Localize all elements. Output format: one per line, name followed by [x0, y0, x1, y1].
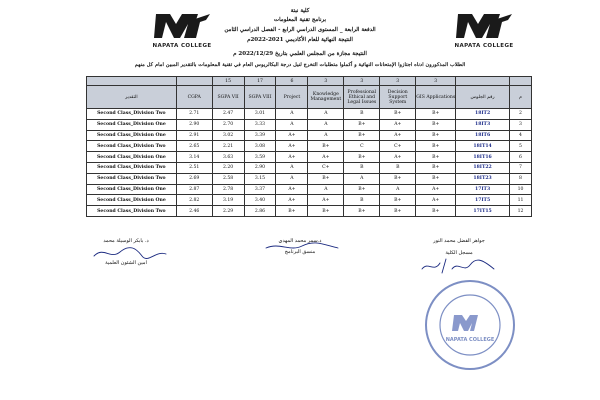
table-row: [87, 152, 532, 163]
serial-number: 11: [510, 195, 532, 206]
sgpa7-cell: 2.21: [212, 141, 244, 152]
seat-number: 17IT15: [456, 206, 510, 217]
sgpa8-cell: 2.86: [244, 206, 276, 217]
credit-cell: 6: [276, 77, 308, 86]
dss-grade: A+: [380, 119, 416, 130]
logo-caption: NAPATA COLLEGE: [152, 43, 212, 49]
signature-center-scribble: [262, 242, 342, 252]
credit-cell: [176, 77, 212, 86]
division-cell: Second Class_Division One: [87, 130, 177, 141]
cgpa-cell: 2.87: [176, 184, 212, 195]
header-serial: م: [510, 86, 532, 109]
sgpa8-cell: 3.01: [244, 109, 276, 120]
graduation-notice: الطلاب المذكورون ادناه اجتازوا الإمتحانات النهائية و أكملوا متطلبات التخرج لنيل درجة البكالريوس العام في تقنية المعلومات بالتقدير المبين امام كل منهم: [134, 62, 466, 68]
table-row: [87, 184, 532, 195]
handwritten-date: [418, 255, 498, 277]
km-grade: A: [308, 119, 344, 130]
gis-grade: B+: [416, 162, 456, 173]
project-grade: A: [276, 119, 308, 130]
division-cell: Second Class_Division One: [87, 152, 177, 163]
ethics-grade: B+: [344, 119, 380, 130]
division-cell: Second Class_Division One: [87, 119, 177, 130]
sgpa8-cell: 3.40: [244, 195, 276, 206]
signatory-center-title: منسق البرنامج: [284, 249, 316, 255]
cgpa-cell: 3.14: [176, 152, 212, 163]
division-cell: Second Class_Division Two: [87, 141, 177, 152]
dss-grade: C+: [380, 141, 416, 152]
header-knowledge-management: Knowledge Management: [308, 86, 344, 109]
dss-grade: B: [380, 162, 416, 173]
sgpa7-cell: 2.47: [212, 109, 244, 120]
ethics-grade: C: [344, 141, 380, 152]
gis-grade: B+: [416, 152, 456, 163]
credit-cell: 3: [308, 77, 344, 86]
dss-grade: B+: [380, 206, 416, 217]
sgpa7-cell: 2.70: [212, 119, 244, 130]
cgpa-cell: 2.65: [176, 141, 212, 152]
signatory-left-title: امين الشئون العلمية: [105, 260, 147, 266]
cgpa-cell: 2.69: [176, 173, 212, 184]
seat-number: 17IT3: [456, 184, 510, 195]
division-cell: Second Class_Division Two: [87, 109, 177, 120]
gis-grade: A+: [416, 184, 456, 195]
serial-number: 5: [510, 141, 532, 152]
approval-line: النتيجة مجازة من المجلس العلمي بتاريخ 2022/12/29 م: [233, 51, 367, 57]
cgpa-cell: 2.71: [176, 109, 212, 120]
seat-number: 18IT14: [456, 141, 510, 152]
header-sgpa7: SGPA VII: [212, 86, 244, 109]
project-grade: A+: [276, 141, 308, 152]
dss-grade: B+: [380, 109, 416, 120]
km-grade: A: [308, 109, 344, 120]
km-grade: B+: [308, 206, 344, 217]
project-grade: A: [276, 109, 308, 120]
credit-cell: [456, 77, 510, 86]
cgpa-cell: 2.51: [176, 162, 212, 173]
seat-number: 18IT2: [456, 109, 510, 120]
serial-number: 10: [510, 184, 532, 195]
project-grade: A+: [276, 184, 308, 195]
table-row: [87, 109, 532, 120]
project-grade: A+: [276, 195, 308, 206]
table-row: [87, 119, 532, 130]
gis-grade: A+: [416, 195, 456, 206]
gis-grade: B+: [416, 130, 456, 141]
table-row: [87, 162, 532, 173]
project-grade: A+: [276, 152, 308, 163]
credit-cell: [87, 77, 177, 86]
project-grade: A+: [276, 130, 308, 141]
seat-number: 18IT22: [456, 162, 510, 173]
serial-number: 7: [510, 162, 532, 173]
km-grade: A+: [308, 152, 344, 163]
division-cell: Second Class_Division Two: [87, 173, 177, 184]
sgpa7-cell: 2.29: [212, 206, 244, 217]
credit-cell: 3: [344, 77, 380, 86]
sgpa7-cell: 2.78: [212, 184, 244, 195]
gis-grade: B+: [416, 206, 456, 217]
credit-cell: [510, 77, 532, 86]
college-stamp: [420, 275, 520, 375]
ethics-grade: B: [344, 195, 380, 206]
napata-logo-right: [452, 10, 516, 52]
credit-cell: 15: [212, 77, 244, 86]
dss-grade: A+: [380, 152, 416, 163]
sgpa8-cell: 3.15: [244, 173, 276, 184]
header-ethics: Professional Ethical and Legal Issues: [344, 86, 380, 109]
ethics-grade: B+: [344, 130, 380, 141]
dss-grade: A: [380, 184, 416, 195]
division-cell: Second Class_Division Two: [87, 206, 177, 217]
sgpa7-cell: 3.63: [212, 152, 244, 163]
sgpa8-cell: 3.39: [244, 130, 276, 141]
column-header-row: [87, 86, 532, 109]
serial-number: 12: [510, 206, 532, 217]
signatory-center-name: د.سمر محمد المهدي: [278, 238, 322, 244]
program-name: برنامج تقنية المعلومات: [273, 17, 327, 23]
table-row: [87, 195, 532, 206]
table-row: [87, 173, 532, 184]
header-cgpa: CGPA: [176, 86, 212, 109]
project-grade: B+: [276, 206, 308, 217]
signatory-right-name: جواهر الفضل محمد النور: [433, 238, 485, 244]
sgpa8-cell: 3.08: [244, 141, 276, 152]
ethics-grade: B: [344, 162, 380, 173]
table-row: [87, 130, 532, 141]
faculty-name: كلية نبتة: [290, 8, 310, 14]
table-row: [87, 206, 532, 217]
signature-left-scribble: [90, 244, 170, 262]
serial-number: 8: [510, 173, 532, 184]
results-table: [86, 76, 532, 217]
serial-number: 3: [510, 119, 532, 130]
credit-cell: 3: [416, 77, 456, 86]
batch-line: الدفعة الرابعة _ المستوى الدراسي الرابع - الفصل الدراسي الثامن: [224, 27, 376, 33]
km-grade: C+: [308, 162, 344, 173]
dss-grade: B+: [380, 195, 416, 206]
credit-cell: 17: [244, 77, 276, 86]
cgpa-cell: 2.46: [176, 206, 212, 217]
ethics-grade: B: [344, 109, 380, 120]
sgpa8-cell: 2.90: [244, 162, 276, 173]
km-grade: A+: [308, 195, 344, 206]
dss-grade: A+: [380, 130, 416, 141]
stamp-caption: NAPATA COLLEGE: [445, 337, 495, 343]
sgpa8-cell: 3.37: [244, 184, 276, 195]
ethics-grade: B+: [344, 184, 380, 195]
sgpa7-cell: 3.02: [212, 130, 244, 141]
credit-cell: 3: [380, 77, 416, 86]
seat-number: 18IT16: [456, 152, 510, 163]
division-cell: Second Class_Division One: [87, 184, 177, 195]
dss-grade: B+: [380, 173, 416, 184]
sgpa7-cell: 2.58: [212, 173, 244, 184]
sgpa7-cell: 3.19: [212, 195, 244, 206]
result-line: النتيجة النهائية للعام الأكاديمي 2021-2022م: [247, 37, 353, 43]
signatory-right-title: مسجل الكلية: [445, 250, 473, 256]
seat-number: 18IT6: [456, 130, 510, 141]
ethics-grade: B+: [344, 152, 380, 163]
ethics-grade: A: [344, 173, 380, 184]
sgpa8-cell: 3.33: [244, 119, 276, 130]
km-grade: B+: [308, 173, 344, 184]
seat-number: 17IT5: [456, 195, 510, 206]
project-grade: A: [276, 162, 308, 173]
serial-number: 4: [510, 130, 532, 141]
table-row: [87, 141, 532, 152]
logo-caption: NAPATA COLLEGE: [454, 43, 514, 49]
sgpa8-cell: 3.59: [244, 152, 276, 163]
credit-hours-row: [87, 77, 532, 86]
header-project: Project: [276, 86, 308, 109]
seat-number: 18IT23: [456, 173, 510, 184]
gis-grade: B+: [416, 173, 456, 184]
serial-number: 6: [510, 152, 532, 163]
header-decision-support: Decision Support System: [380, 86, 416, 109]
project-grade: A: [276, 173, 308, 184]
division-cell: Second Class_Division One: [87, 195, 177, 206]
km-grade: B+: [308, 141, 344, 152]
header-division: التقدير: [87, 86, 177, 109]
cgpa-cell: 2.82: [176, 195, 212, 206]
cgpa-cell: 2.90: [176, 119, 212, 130]
header-sgpa8: SGPA VIII: [244, 86, 276, 109]
km-grade: A: [308, 184, 344, 195]
gis-grade: B+: [416, 109, 456, 120]
header-gis: GIS Applications: [416, 86, 456, 109]
seat-number: 18IT3: [456, 119, 510, 130]
division-cell: Second Class_Division Two: [87, 162, 177, 173]
serial-number: 2: [510, 109, 532, 120]
gis-grade: B+: [416, 119, 456, 130]
signatory-left-name: د. بابكر الوسيلة محمد: [103, 238, 149, 244]
header-seat-number: رقم الجلوس: [456, 86, 510, 109]
km-grade: A: [308, 130, 344, 141]
gis-grade: B+: [416, 141, 456, 152]
cgpa-cell: 2.91: [176, 130, 212, 141]
ethics-grade: B+: [344, 206, 380, 217]
sgpa7-cell: 2.20: [212, 162, 244, 173]
